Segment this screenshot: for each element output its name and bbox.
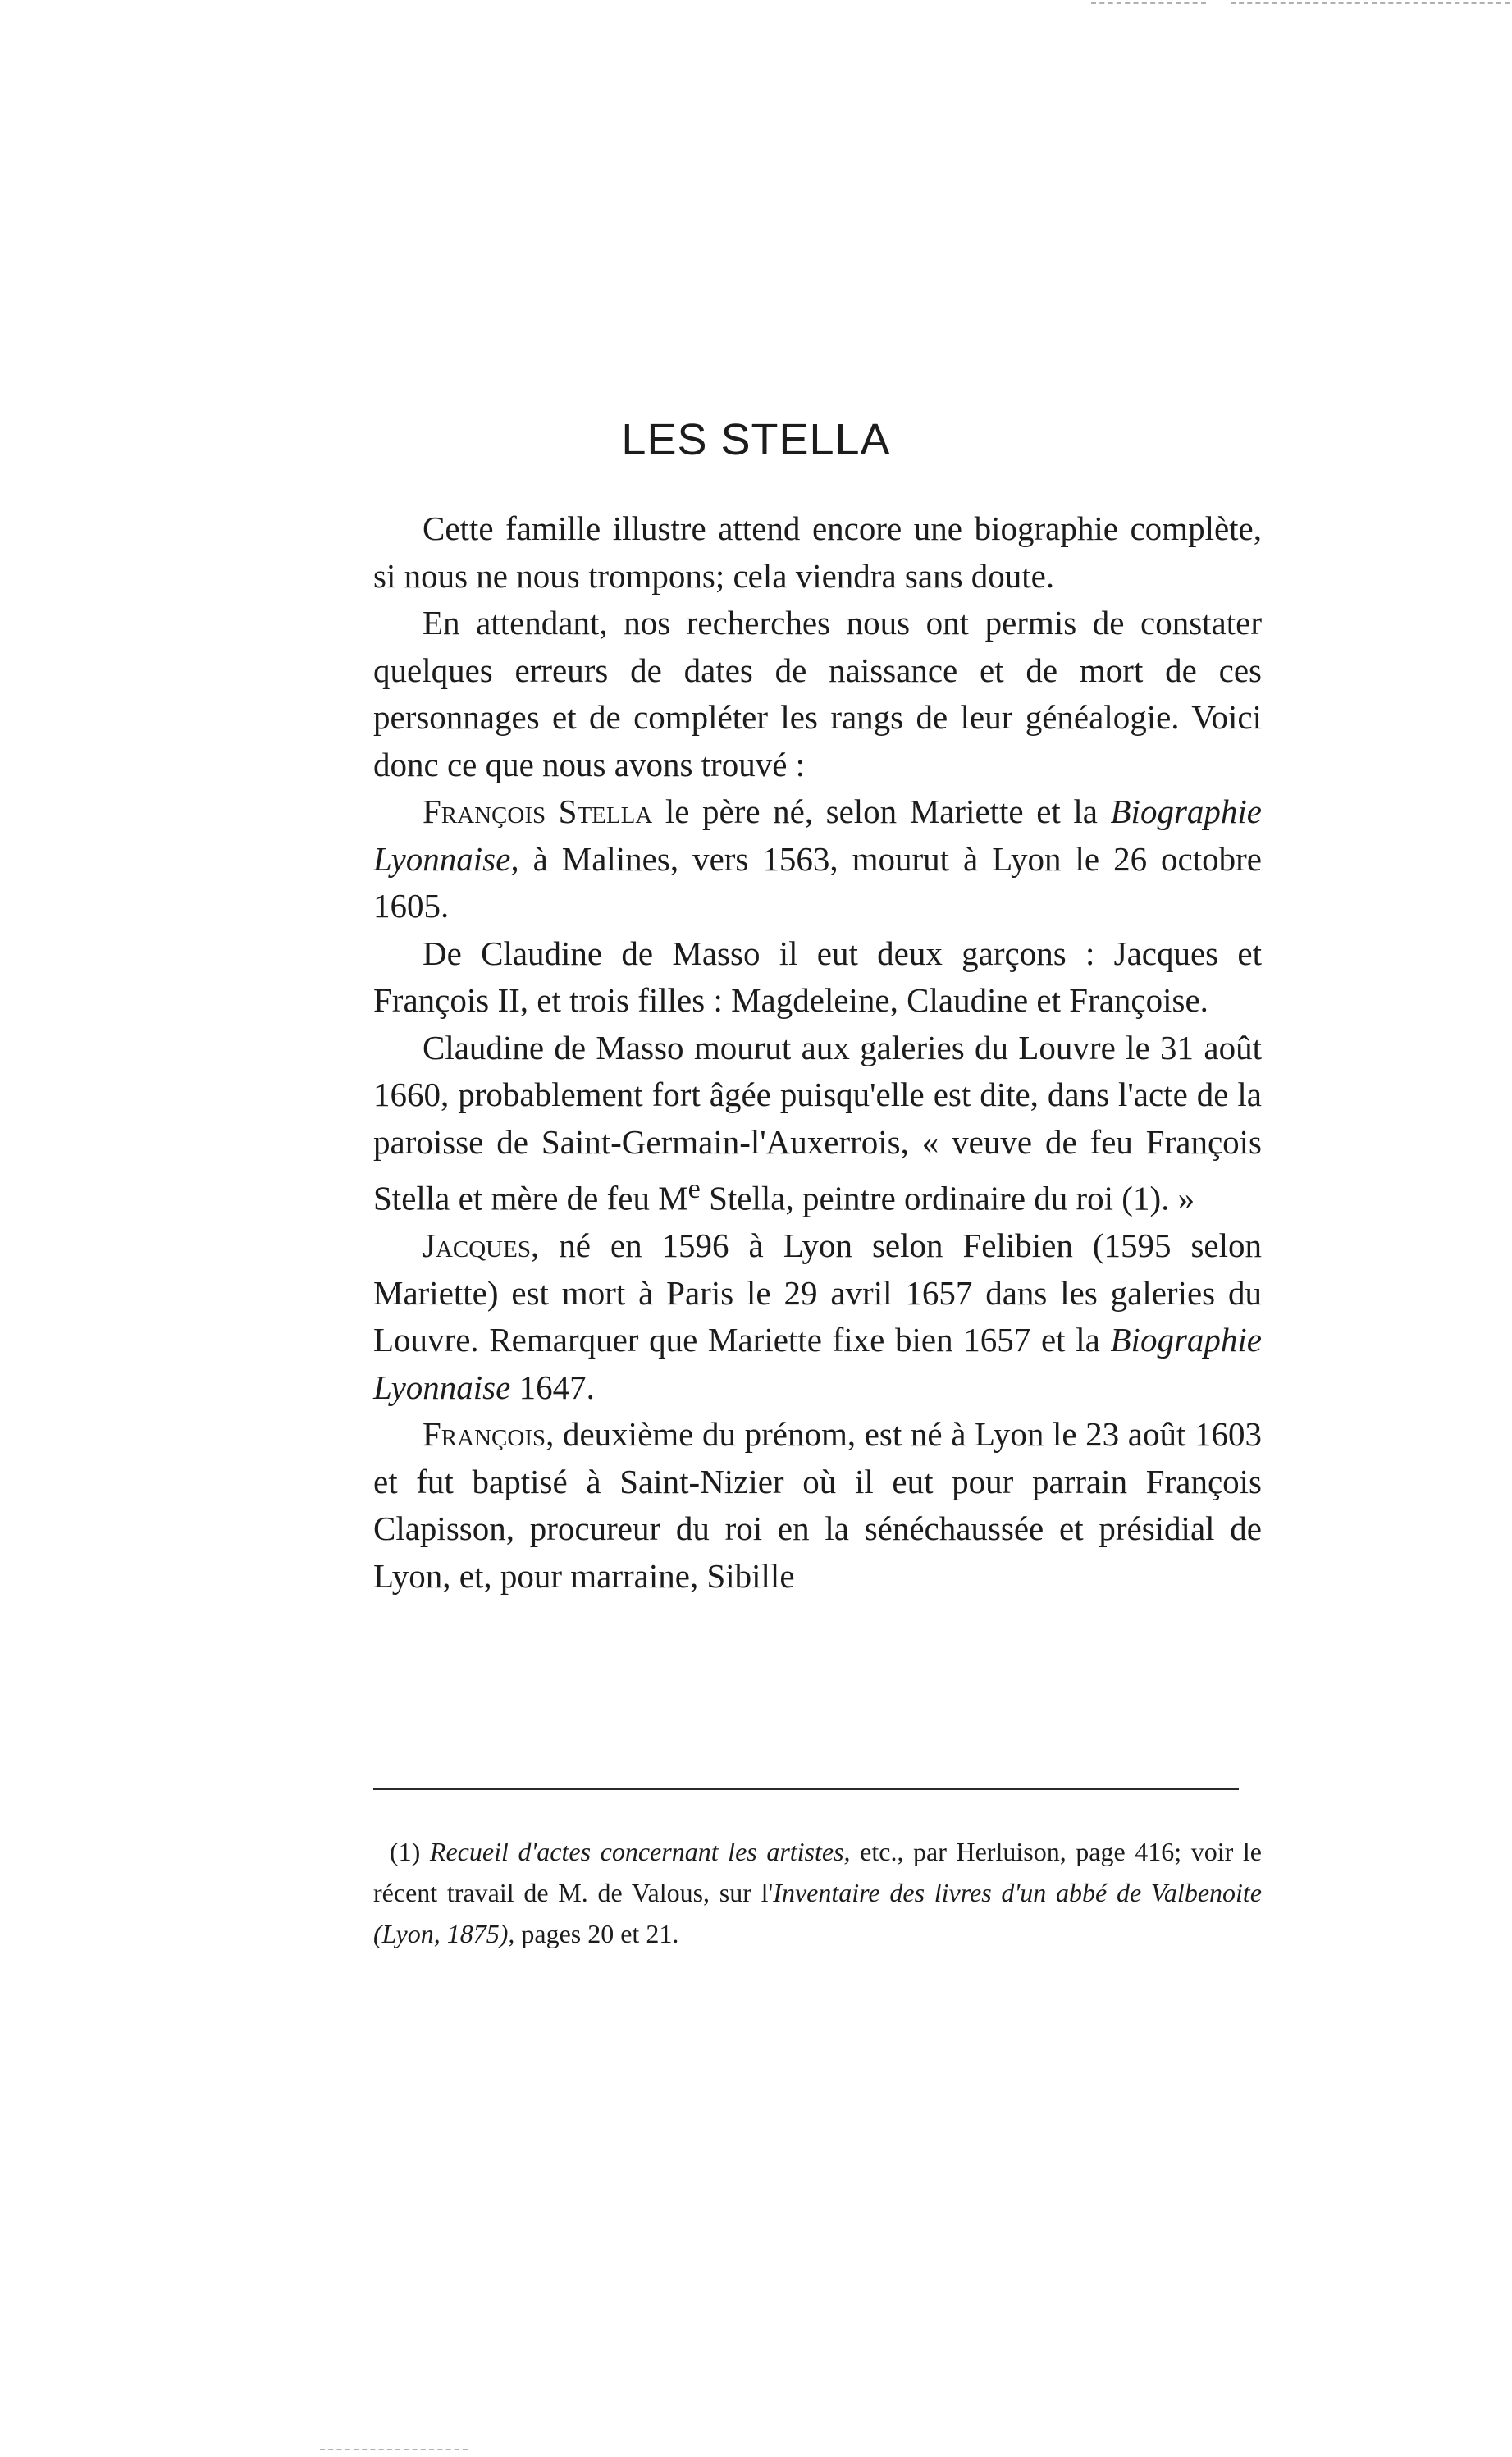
paragraph-intro-text: Cette famille illustre attend encore une biographie complète, si nous ne nous trompons; cela viendra sans doute. bbox=[373, 509, 1262, 595]
footnotes bbox=[373, 1831, 1262, 1954]
paragraph-jacques bbox=[373, 1222, 1262, 1411]
footnote-text-2: pages 20 et 21. bbox=[514, 1919, 679, 1948]
footnote-marker: (1) bbox=[390, 1837, 430, 1866]
paragraph-claudine-text-b: Stella, peintre ordinaire du roi (1). » bbox=[700, 1179, 1195, 1217]
scan-artifact-top-left bbox=[1091, 2, 1206, 4]
paragraph-children bbox=[373, 930, 1262, 1025]
book-title-biographie-lyonnaise-2: Biographie Lyonnaise bbox=[373, 1321, 1262, 1406]
footnote-1 bbox=[373, 1831, 1262, 1954]
person-name-jacques: Jacques bbox=[423, 1226, 531, 1265]
footnote-italic-1: Recueil d'actes concernant les artistes, bbox=[429, 1837, 851, 1866]
paragraph-francois-fils bbox=[373, 1411, 1262, 1600]
footnote-text-1: etc., par Herluison, page 416; voir le récent travail de M. de Valous, sur l' bbox=[373, 1837, 1262, 1907]
paragraph-research-text: En attendant, nos recherches nous ont permis de constater quelques erreurs de dates de naissance et de mort de ces personnages et de compléter les rangs de leur généalogie. Voici donc ce que nous avons trouvé : bbox=[373, 604, 1262, 783]
paragraph-claudine-text-a: Claudine de Masso mourut aux galeries du Louvre le 31 août 1660, probablement fort âgée puisqu'elle est dite, dans l'acte de la paroisse de Saint-Germain-l'Auxerrois, « veuve de feu François Stella et mère de feu M bbox=[373, 1028, 1262, 1217]
body-text bbox=[373, 505, 1262, 1600]
paragraph-francois-pere bbox=[373, 788, 1262, 930]
paragraph-jacques-text-b: 1647. bbox=[510, 1368, 595, 1406]
person-name-francois: François bbox=[423, 1415, 546, 1454]
paragraph-claudine bbox=[373, 1025, 1262, 1223]
paragraph-jacques-text-a: , né en 1596 à Lyon selon Felibien (1595 selon Mariette) est mort à Paris le 29 avril 1657 dans les galeries du Louvre. Remarquer que Mariette fixe bien 1657 et la bbox=[373, 1226, 1262, 1359]
paragraph-francois-pere-text-a: le père né, selon Mariette et la bbox=[652, 792, 1111, 830]
book-title-biographie-lyonnaise: Biographie Lyonnaise, bbox=[373, 792, 1262, 878]
superscript-e: e bbox=[687, 1174, 701, 1204]
person-name-francois-stella: François Stella bbox=[423, 792, 653, 830]
paragraph-intro bbox=[373, 505, 1262, 600]
page-title: LES STELLA bbox=[621, 415, 891, 464]
footnote-italic-2: Inventaire des livres d'un abbé de Valbenoite (Lyon, 1875), bbox=[373, 1878, 1262, 1948]
scan-artifact-bottom bbox=[320, 2449, 468, 2450]
paragraph-francois-pere-text-b: à Malines, vers 1563, mourut à Lyon le 26 octobre 1605. bbox=[373, 839, 1262, 925]
paragraph-children-text: De Claudine de Masso il eut deux garçons : Jacques et François II, et trois filles : Magdeleine, Claudine et Françoise. bbox=[373, 934, 1262, 1019]
paragraph-research bbox=[373, 600, 1262, 788]
scan-artifact-top-right bbox=[1231, 2, 1510, 4]
footnote-divider bbox=[373, 1788, 1239, 1790]
paragraph-francois-fils-text: , deuxième du prénom, est né à Lyon le 23 août 1603 et fut baptisé à Saint-Nizier où il eut pour parrain François Clapisson, procureur du roi en la sénéchaussée et présidial de Lyon, et, pour marraine, Sibille bbox=[373, 1415, 1262, 1595]
